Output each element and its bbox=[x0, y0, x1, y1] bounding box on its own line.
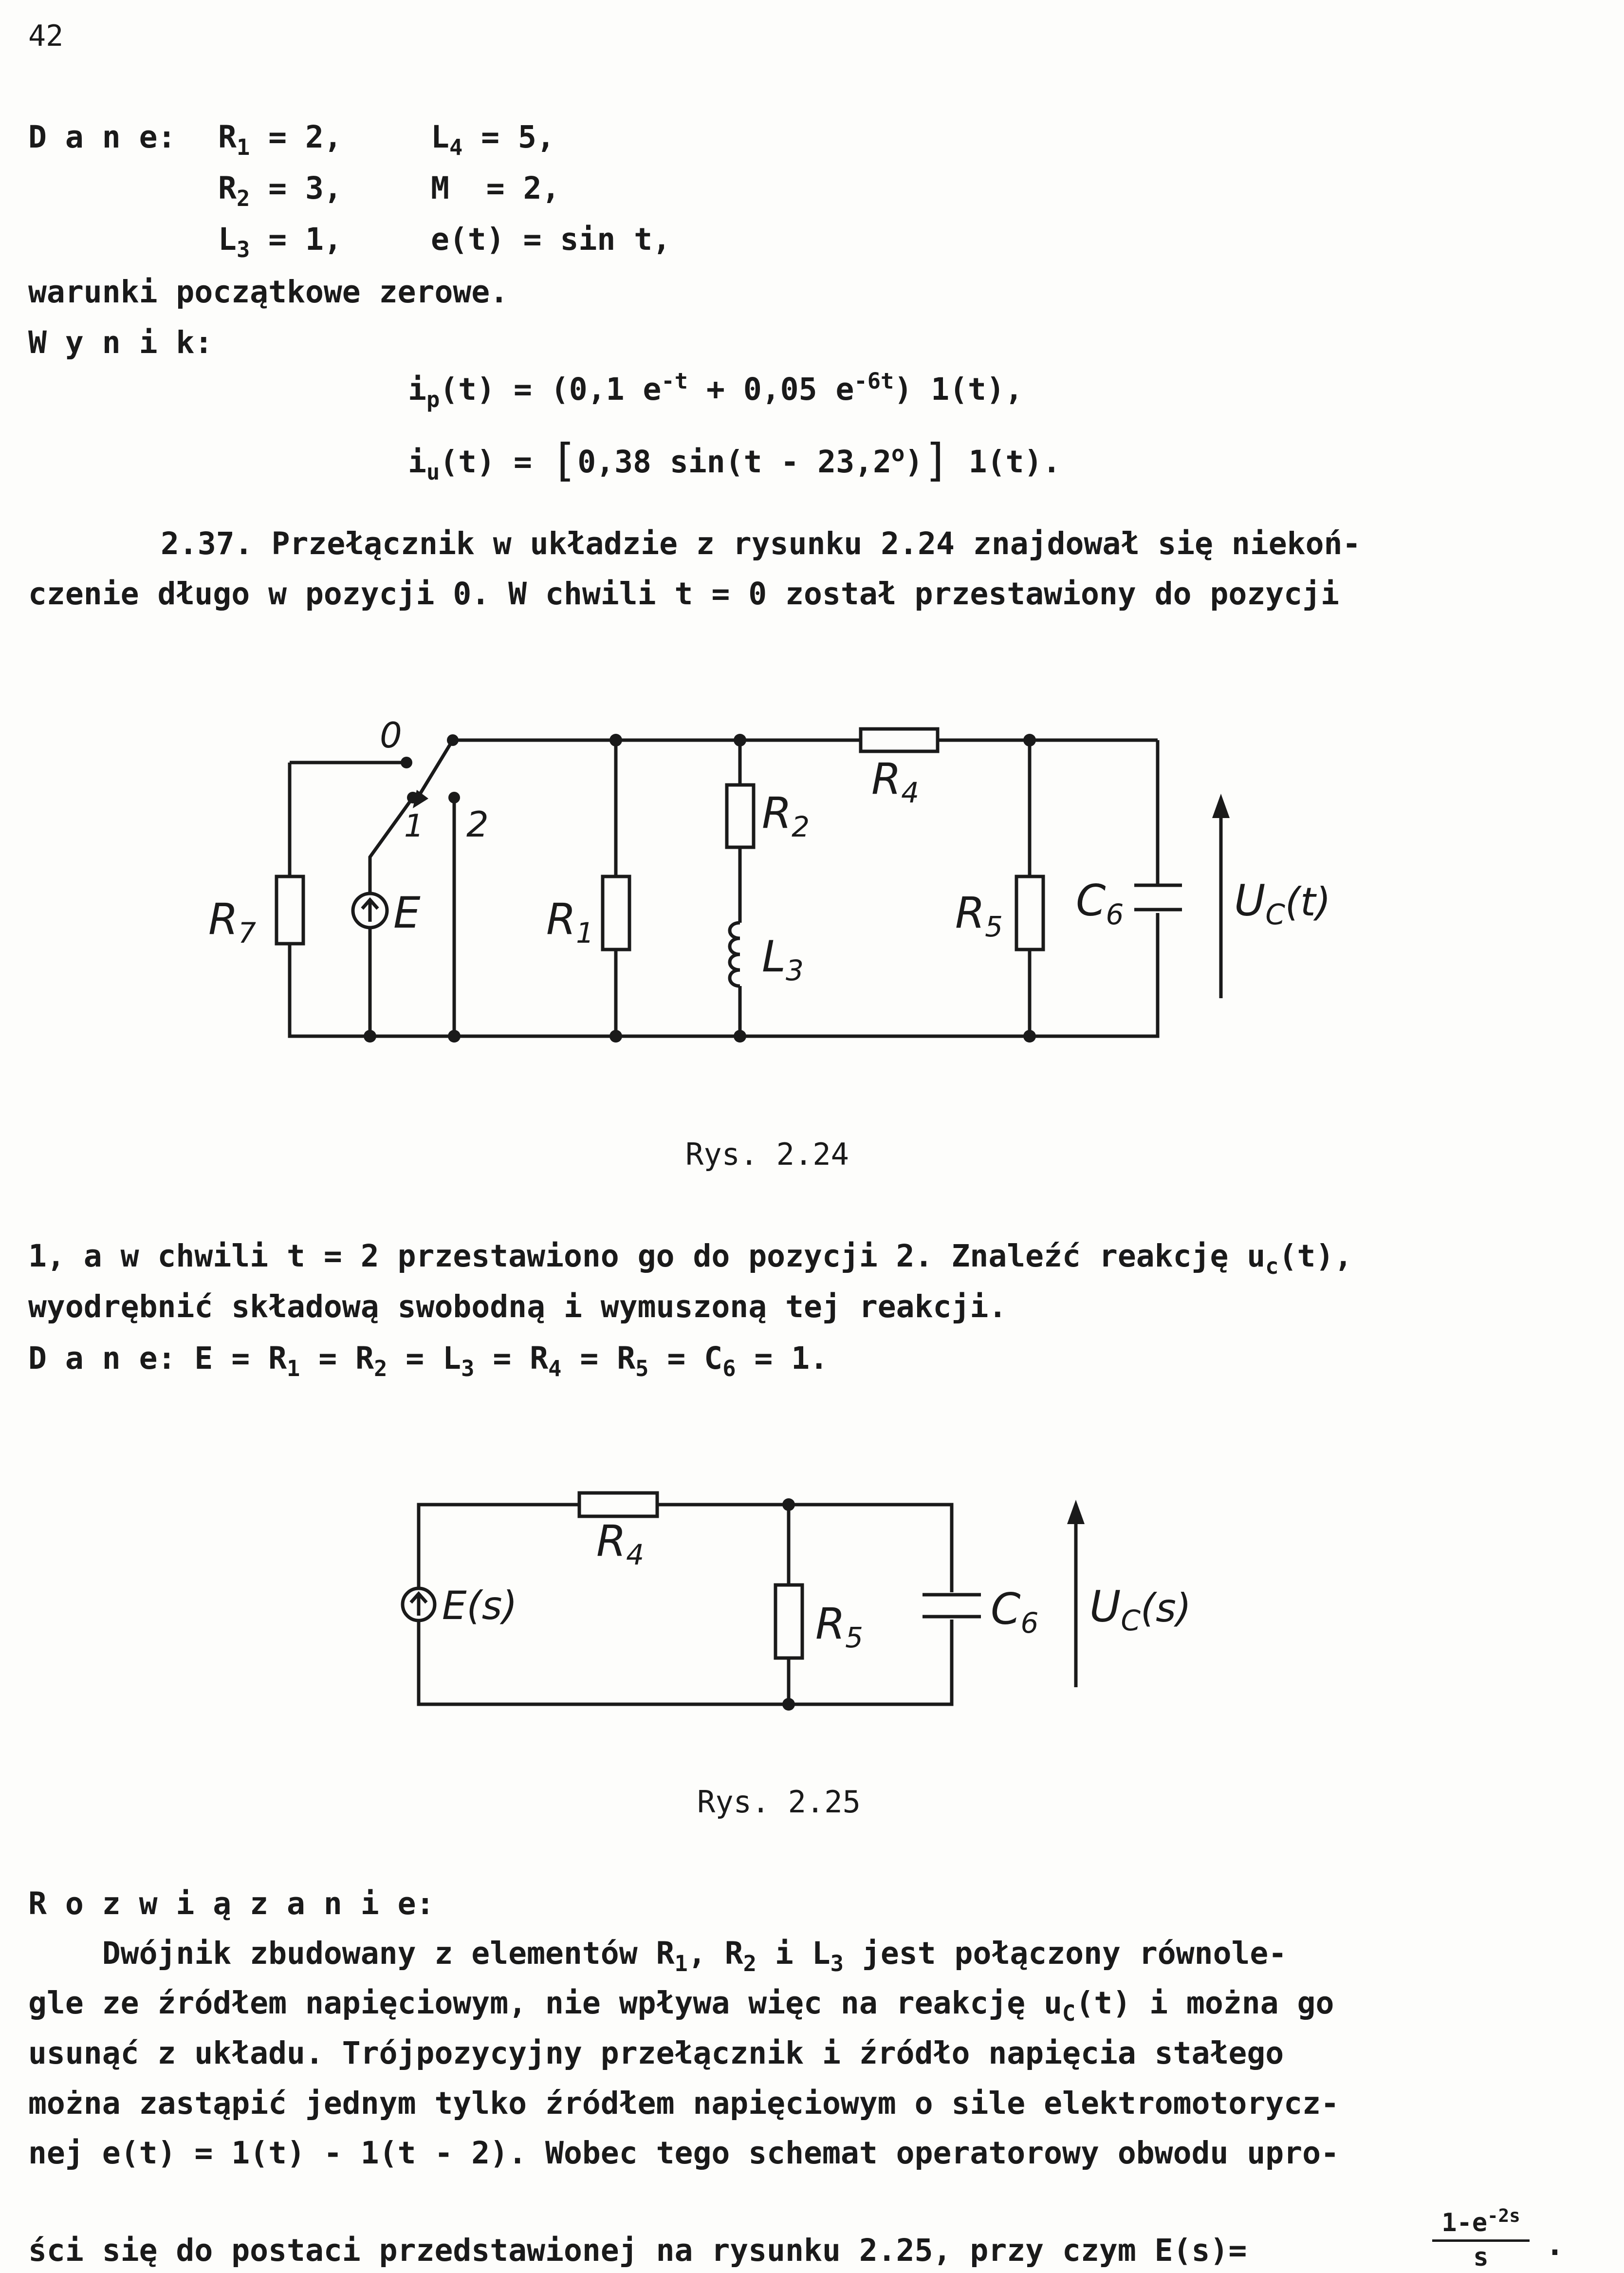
given-label: D a n e: bbox=[28, 119, 176, 155]
result-ip: $i_p(t) = (0,1$ $e^{-t} + 0,05$ $e^{-6t}$) 1(t), bbox=[408, 368, 1023, 412]
resistor-r5-s bbox=[775, 1585, 802, 1658]
given-r2: $R_2 = 3$, bbox=[218, 170, 342, 211]
text-run: gle ze źródłem napięciowym, nie wpływa więc na reakcję u bbox=[28, 1985, 1063, 2021]
fraction-e-s bbox=[1432, 2205, 1530, 2272]
text-run: = L bbox=[387, 1341, 461, 1376]
text-run: E = R bbox=[194, 1341, 287, 1376]
given-2: D a n e: $E = R_1 = R_2 = L_3 = R_4 = R_5 = C_6 = 1$. bbox=[28, 1341, 829, 1381]
fraction-numerator: $1-e^{-2s}$ bbox=[1432, 2208, 1530, 2242]
page-number: 42 bbox=[28, 19, 64, 53]
label-e: E bbox=[393, 888, 421, 938]
label-pos-1: 1 bbox=[404, 808, 424, 844]
text-run: 1 bbox=[674, 1950, 688, 1976]
text-run: 2 bbox=[374, 1355, 388, 1381]
text-run: 3 bbox=[461, 1355, 475, 1381]
node-top-s bbox=[782, 1498, 795, 1511]
label-r2: $R_2$ bbox=[762, 788, 810, 843]
solution-line-3 bbox=[28, 2035, 1284, 2071]
uc-s-arrow-head bbox=[1067, 1500, 1085, 1524]
text-run: i L bbox=[756, 1936, 830, 1971]
continuation-line-1: 1, a w chwili t = 2 przestawiono go do pozycji 2. Znaleźć reakcję $u_c(t)$, bbox=[28, 1238, 1353, 1279]
label-es: E(s) bbox=[442, 1583, 517, 1628]
text-run: = R bbox=[300, 1341, 374, 1376]
text-run: można zastąpić jednym tylko źródłem napięciowym o sile elektromotorycz- bbox=[28, 2086, 1339, 2121]
text-run: ści się do postaci przedstawionej na rysunku 2.25, przy czym E(s)= bbox=[28, 2233, 1247, 2268]
problem-line-2: czenie długo w pozycji 0. W chwili t = 0 został przestawiony do pozycji bbox=[28, 576, 1339, 612]
text-run: C bbox=[1062, 2000, 1076, 2026]
label-r1: $R_1$ bbox=[546, 894, 594, 950]
text-run: 6 bbox=[722, 1355, 736, 1381]
label-r7: $R_7$ bbox=[208, 894, 257, 950]
text-run: nej e(t) = 1(t) - 1(t - 2). Wobec tego schemat operatorowy obwodu upro- bbox=[28, 2135, 1339, 2171]
result-label: W y n i k: bbox=[28, 325, 213, 360]
caption-fig-2-25: Rys. 2.25 bbox=[697, 1784, 861, 1820]
initial-conditions: warunki początkowe zerowe. bbox=[28, 274, 509, 310]
problem-line-1: 2.37. Przełącznik w układzie z rysunku 2.24 znajdował się niekoń- bbox=[161, 526, 1361, 561]
fraction-denominator: s bbox=[1473, 2243, 1489, 2272]
given-r1: $R_1 = 2$, bbox=[218, 119, 342, 160]
solution-line-2 bbox=[28, 1985, 1334, 2026]
given-m: M = 2, bbox=[431, 170, 560, 206]
solution-line-1 bbox=[28, 1936, 1287, 1976]
resistor-r4-s bbox=[579, 1493, 657, 1516]
solution-heading: R o z w i ą z a n i e: bbox=[28, 1886, 435, 1921]
solution-line-6 bbox=[28, 2235, 1247, 2266]
node-bottom-s bbox=[782, 1698, 795, 1711]
solution-line-4 bbox=[28, 2088, 1339, 2119]
label-r4-s: $R_4$ bbox=[596, 1516, 645, 1571]
label-pos-0: 0 bbox=[380, 715, 402, 756]
text-run: 1 bbox=[287, 1355, 300, 1381]
text-run: Dwójnik zbudowany z elementów R bbox=[28, 1936, 675, 1971]
text-run: (t) i można go bbox=[1075, 1985, 1334, 2021]
result-iu: $i_u(t) = [0,38$ sin(t - 23,2$^o$)] 1(t). bbox=[408, 434, 1061, 487]
text-run: 2 bbox=[743, 1950, 757, 1976]
given-l3: $L_3 = 1$, bbox=[218, 222, 342, 262]
text-run: jest połączony równole- bbox=[843, 1936, 1287, 1971]
given-e: e(t) = sin t, bbox=[431, 222, 671, 257]
label-r5-s: $R_5$ bbox=[815, 1599, 864, 1654]
label-uc-t: $U_C(t)$ bbox=[1234, 876, 1331, 931]
text-run: 3 bbox=[830, 1950, 844, 1976]
label-uc-s: $U_C(s)$ bbox=[1089, 1582, 1192, 1637]
text-run: 4 bbox=[548, 1355, 562, 1381]
label-l3: $L_3$ bbox=[762, 932, 804, 987]
label-r5: $R_5$ bbox=[955, 888, 1003, 943]
solution-line-5 bbox=[28, 2135, 1339, 2171]
label-c6: $C_6$ bbox=[1076, 876, 1124, 931]
text-run: = C bbox=[648, 1341, 723, 1376]
text-run: 5 bbox=[635, 1355, 649, 1381]
text-run: = R bbox=[474, 1341, 549, 1376]
label-c6-s: $C_6$ bbox=[991, 1584, 1039, 1640]
fraction-period: . bbox=[1546, 2227, 1564, 2262]
label-r4: $R_4$ bbox=[871, 754, 920, 809]
text-run: usunąć z układu. Trójpozycyjny przełącznik i źródło napięcia stałego bbox=[28, 2035, 1284, 2071]
given-l4: $L_4 = 5$, bbox=[431, 119, 555, 160]
continuation-line-2: wyodrębnić składową swobodną i wymuszoną tej reakcji. bbox=[28, 1289, 1007, 1324]
text-run: = R bbox=[561, 1341, 636, 1376]
text-run: = 1. bbox=[736, 1341, 829, 1376]
label-pos-2: 2 bbox=[466, 804, 489, 845]
text-run: , R bbox=[687, 1936, 743, 1971]
caption-fig-2-24: Rys. 2.24 bbox=[685, 1136, 849, 1172]
